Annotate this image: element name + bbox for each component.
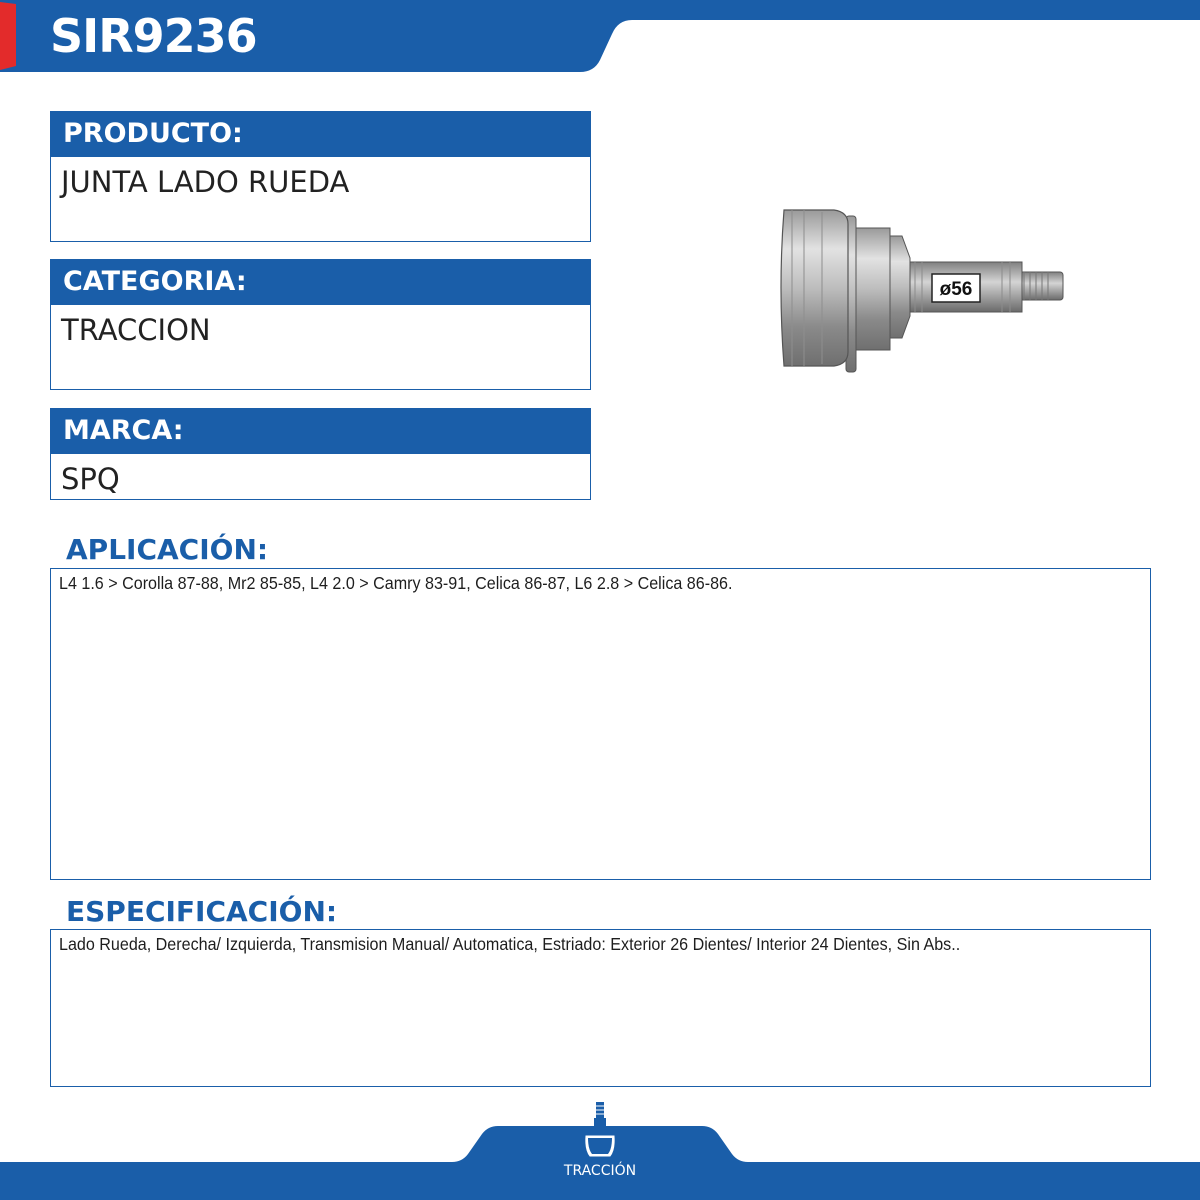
part-number-title: SIR9236 [50, 9, 257, 63]
especificacion-title: ESPECIFICACIÓN: [66, 895, 338, 928]
marca-label: MARCA: [50, 408, 591, 454]
categoria-field [50, 259, 591, 390]
aplicacion-text: L4 1.6 > Corolla 87-88, Mr2 85-85, L4 2.0 > Camry 83-91, Celica 86-87, L6 2.8 > Celica 86-86. [59, 573, 733, 593]
traccion-icon [584, 1100, 616, 1160]
product-image [770, 200, 1080, 380]
especificacion-text: Lado Rueda, Derecha/ Izquierda, Transmision Manual/ Automatica, Estriado: Exterior 26 Dientes/ Interior 24 Dientes, Sin Abs.. [59, 934, 961, 954]
marca-value: SPQ [50, 454, 591, 500]
marca-field [50, 408, 591, 500]
categoria-value: TRACCION [50, 305, 591, 390]
accent-stripe [0, 2, 16, 70]
aplicacion-box [50, 568, 1151, 880]
dimension-label: ø56 [939, 279, 973, 300]
producto-label: PRODUCTO: [50, 111, 591, 157]
categoria-label: CATEGORIA: [50, 259, 591, 305]
footer-category-label: TRACCIÓN [563, 1163, 637, 1179]
producto-field [50, 111, 591, 242]
producto-value: JUNTA LADO RUEDA [50, 157, 591, 242]
especificacion-box [50, 929, 1151, 1087]
aplicacion-title: APLICACIÓN: [66, 533, 269, 566]
